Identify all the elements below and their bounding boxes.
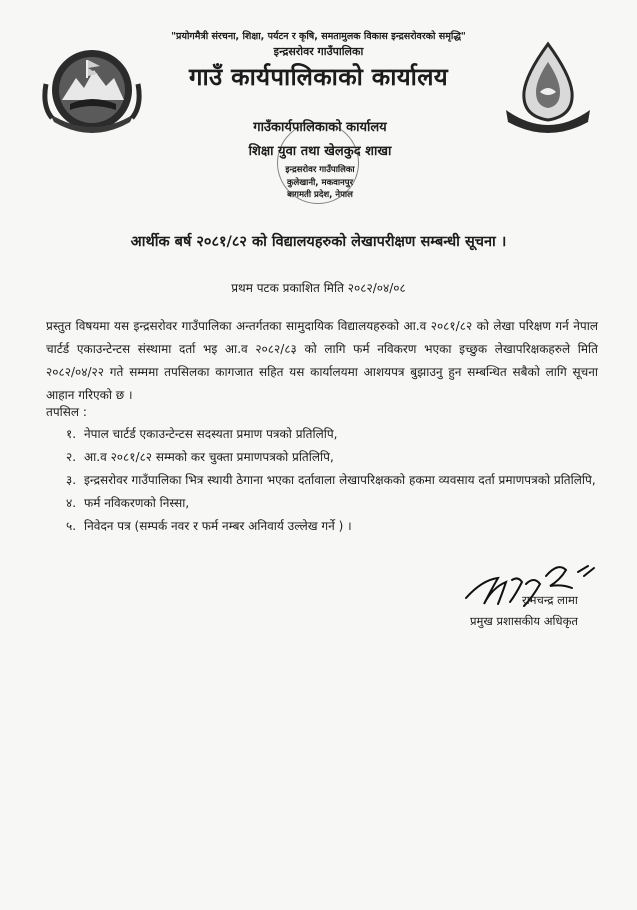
motto: "प्रयोगमैत्री संरचना, शिक्षा, पर्यटन र कृषि, समतामुलक विकास इन्द्रसरोवरको समृद्धि" xyxy=(171,31,466,42)
stamp-office: गाउँकार्यपालिकाको कार्यालय xyxy=(253,120,387,135)
signer-title: प्रमुख प्रशासकीय अधिकृत xyxy=(470,614,578,628)
list-item xyxy=(66,515,600,538)
list-item xyxy=(66,423,600,446)
list-item-number: ५. xyxy=(66,519,77,533)
municipality-name: इन्द्रसरोवर गाउँपालिका xyxy=(273,45,364,58)
list-item-number: ३. xyxy=(66,473,77,487)
list-item-number: १. xyxy=(66,427,77,441)
list-item xyxy=(66,446,600,469)
office-title: गाउँ कार्यपालिकाको कार्यालय xyxy=(189,63,448,91)
stamp-municipality: इन्द्रसरोवर गाउँपालिका xyxy=(285,165,355,175)
list-item xyxy=(66,469,600,492)
list-item-text: फर्म नविकरणको निस्सा, xyxy=(84,496,190,510)
notice-body: प्रस्तुत विषयमा यस इन्द्रसरोवर गाउँपालिका अन्तर्गतका सामुदायिक विद्यालयहरुको आ.व २०८१/८२ को लेखा परिक्षण गर्न नेपाल चार्टर्ड एकाउन्टेन्टस संस्थामा दर्ता भइ आ.व २०८२/८३ को लागि फर्म नविकरण भएका इच्छुक लेखापरिक्षकहरुले मिति २०८२/०४/२२ गते सम्ममा तपसिलका कागजात सहित यस कार्यालयमा आशयपत्र बुझाउनु हुन सम्बन्धित सबैको लागि सूचना आहान गरिएको छ । xyxy=(46,319,598,402)
tapasil-label: तपसिल : xyxy=(46,405,87,419)
stamp-province: बागमती प्रदेश, नेपाल xyxy=(287,190,353,200)
list-item-number: २. xyxy=(66,450,77,464)
list-item-number: ४. xyxy=(66,496,77,510)
list-item-text: आ.व २०८१/८२ सम्मको कर चुक्ता प्रमाणपत्रको प्रतिलिपि, xyxy=(84,450,334,464)
published-date: प्रथम पटक प्रकाशित मिति २०८२/०४/०८ xyxy=(231,281,406,295)
requirements-list xyxy=(66,423,600,538)
list-item-text: इन्द्रसरोवर गाउँपालिका भित्र स्थायी ठेगाना भएका दर्तावाला लेखापरिक्षकको हकमा व्यवसाय दर्ता प्रमाणपत्रको प्रतिलिपि, xyxy=(84,473,596,487)
list-item xyxy=(66,492,600,515)
list-item-text: निवेदन पत्र (सम्पर्क नवर र फर्म नम्बर अनिवार्य उल्लेख गर्ने ) । xyxy=(84,519,352,533)
notice-subject: आर्थीक बर्ष २०८१/८२ को विद्यालयहरुको लेखापरीक्षण सम्बन्धी सूचना । xyxy=(130,234,507,250)
stamp-section: शिक्षा युवा तथा खेलकुद शाखा xyxy=(248,144,392,159)
stamp-location: कुलेखानी, मकवानपुर xyxy=(286,178,354,188)
signer-name: रामचन्द्र लामा xyxy=(522,593,578,607)
list-item-text: नेपाल चार्टर्ड एकाउन्टेन्टस सदस्यता प्रमाण पत्रको प्रतिलिपि, xyxy=(84,427,338,441)
office-stamp xyxy=(200,117,440,203)
